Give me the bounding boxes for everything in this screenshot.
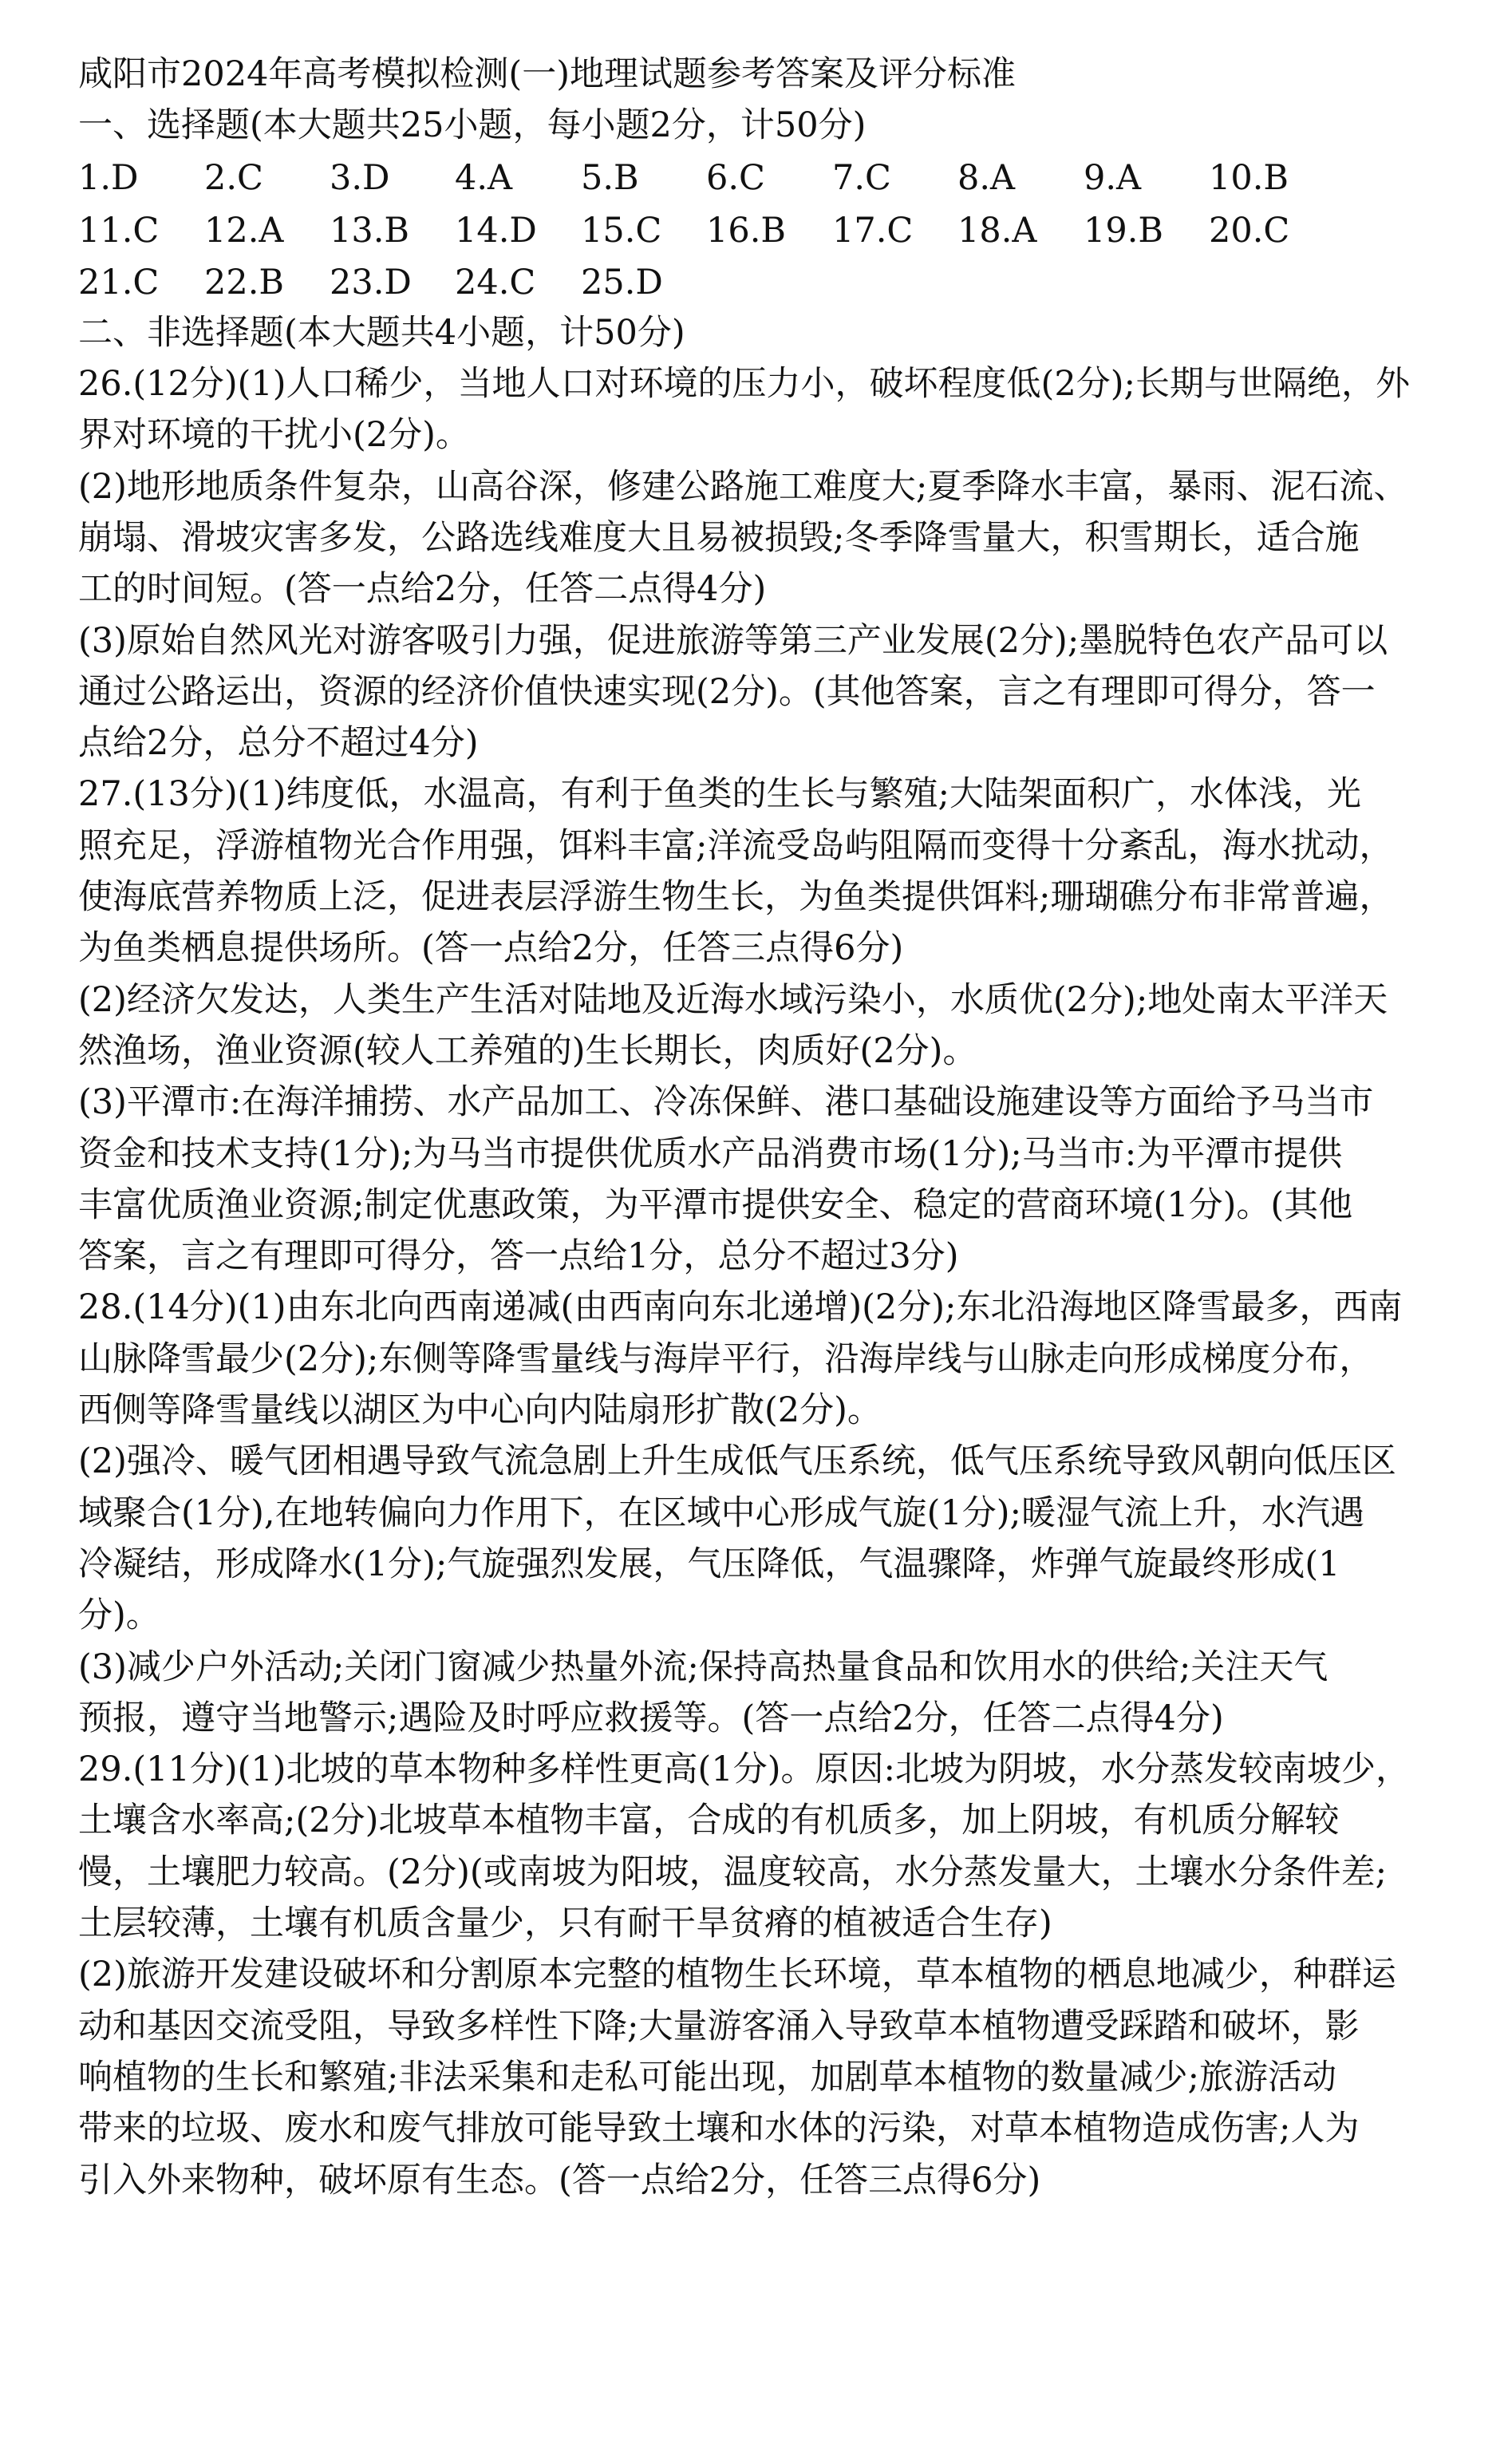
answer-item: 11.C: [78, 211, 160, 251]
answer-item: 20.C: [1209, 211, 1290, 251]
answer-item: 19.B: [1084, 211, 1163, 251]
answer-item: 15.C: [581, 211, 662, 251]
answer-text-line: 慢，土壤肥力较高。(2分)(或南坡为阳坡，温度较高，水分蒸发量大，土壤水分条件差;: [78, 1852, 1388, 1892]
answer-item: 4.A: [455, 158, 513, 198]
answer-item: 1.D: [78, 158, 139, 198]
answer-text-line: (3)减少户外活动;关闭门窗减少热量外流;保持高热量食品和饮用水的供给;关注天气: [78, 1647, 1328, 1687]
answer-text-line: 山脉降雪最少(2分);东侧等降雪量线与海岸平行，沿海岸线与山脉走向形成梯度分布，: [78, 1339, 1374, 1379]
answer-item: 12.A: [204, 211, 284, 251]
answer-item: 7.C: [832, 158, 891, 198]
answer-text-line: 动和基因交流受阻，导致多样性下降;大量游客涌入导致草本植物遭受踩踏和破坏，影: [78, 2006, 1360, 2046]
answer-text-line: 丰富优质渔业资源;制定优惠政策，为平潭市提供安全、稳定的营商环境(1分)。(其他: [78, 1185, 1353, 1225]
answer-text-line: 照充足，浮游植物光合作用强，饵料丰富;洋流受岛屿阻隔而变得十分紊乱，海水扰动，: [78, 826, 1394, 866]
answer-text-line: 土壤含水率高;(2分)北坡草本植物丰富，合成的有机质多，加上阴坡，有机质分解较: [78, 1801, 1340, 1840]
answer-item: 23.D: [330, 263, 412, 302]
answer-item: 22.B: [204, 263, 284, 302]
answer-text-line: (2)强冷、暖气团相遇导致气流急剧上升生成低气压系统，低气压系统导致风朝向低压区: [78, 1441, 1396, 1481]
answer-text-line: 引入外来物种，破坏原有生态。(答一点给2分，任答三点得6分): [78, 2160, 1041, 2200]
answer-item: 13.B: [330, 211, 409, 251]
answer-item: 16.B: [706, 211, 786, 251]
answer-text-line: (2)旅游开发建设破坏和分割原本完整的植物生长环境，草本植物的栖息地减少，种群运: [78, 1955, 1396, 1994]
answer-text-line: 29.(11分)(1)北坡的草本物种多样性更高(1分)。原因:北坡为阴坡，水分蒸发较南坡少，: [78, 1749, 1410, 1789]
answer-item: 14.D: [455, 211, 537, 251]
answer-item: 8.A: [957, 158, 1016, 198]
answer-item: 21.C: [78, 263, 160, 302]
answer-item: 5.B: [581, 158, 639, 198]
answer-item: 24.C: [455, 263, 536, 302]
answer-text-line: 崩塌、滑坡灾害多发，公路选线难度大且易被损毁;冬季降雪量大，积雪期长，适合施: [78, 518, 1360, 558]
answer-text-line: 界对环境的干扰小(2分)。: [78, 415, 470, 455]
answer-item: 6.C: [706, 158, 765, 198]
answer-text-line: 点给2分，总分不超过4分): [78, 723, 479, 763]
answer-text-line: 为鱼类栖息提供场所。(答一点给2分，任答三点得6分): [78, 928, 904, 968]
answer-item: 10.B: [1209, 158, 1289, 198]
answer-item: 9.A: [1084, 158, 1142, 198]
answer-text-line: (2)经济欠发达，人类生产生活对陆地及近海水域污染小，水质优(2分);地处南太平洋天: [78, 980, 1388, 1020]
answer-item: 3.D: [330, 158, 390, 198]
answer-text-line: 工的时间短。(答一点给2分，任答二点得4分): [78, 569, 767, 609]
answer-text-line: 然渔场，渔业资源(较人工养殖的)生长期长，肉质好(2分)。: [78, 1031, 977, 1071]
answer-text-line: 通过公路运出，资源的经济价值快速实现(2分)。(其他答案，言之有理即可得分，答一: [78, 672, 1376, 712]
answer-text-line: 分)。: [78, 1595, 160, 1635]
answer-text-line: 域聚合(1分),在地转偏向力作用下，在区域中心形成气旋(1分);暖湿气流上升，水汽遇: [78, 1493, 1364, 1533]
answer-text-line: 使海底营养物质上泛，促进表层浮游生物生长，为鱼类提供饵料;珊瑚礁分布非常普遍，: [78, 877, 1394, 917]
answer-item: 2.C: [204, 158, 263, 198]
answer-text-line: (3)平潭市:在海洋捕捞、水产品加工、冷冻保鲜、港口基础设施建设等方面给予马当市: [78, 1082, 1374, 1122]
answer-text-line: 28.(14分)(1)由东北向西南递减(由西南向东北递增)(2分);东北沿海地区降雪最多，西南: [78, 1287, 1403, 1327]
answer-text-line: 土层较薄，土壤有机质含量少，只有耐干旱贫瘠的植被适合生存): [78, 1903, 1052, 1943]
answer-text-line: 响植物的生长和繁殖;非法采集和走私可能出现，加剧草本植物的数量减少;旅游活动: [78, 2058, 1336, 2097]
answer-text-line: 冷凝结，形成降水(1分);气旋强烈发展，气压降低，气温骤降，炸弹气旋最终形成(1: [78, 1544, 1340, 1584]
section-one-heading: 一、选择题(本大题共25小题，每小题2分，计50分): [78, 105, 867, 145]
section-two-heading: 二、非选择题(本大题共4小题，计50分): [78, 313, 685, 353]
answer-text-line: 27.(13分)(1)纬度低，水温高，有利于鱼类的生长与繁殖;大陆架面积广，水体浅，光: [78, 774, 1362, 814]
answer-text-line: 预报，遵守当地警示;遇险及时呼应救援等。(答一点给2分，任答二点得4分): [78, 1698, 1224, 1738]
page-title: 咸阳市2024年高考模拟检测(一)地理试题参考答案及评分标准: [78, 54, 1016, 94]
answer-item: 25.D: [581, 263, 663, 302]
answer-text-line: 带来的垃圾、废水和废气排放可能导致土壤和水体的污染，对草本植物造成伤害;人为: [78, 2109, 1360, 2149]
answer-item: 17.C: [832, 211, 914, 251]
answer-text-line: 26.(12分)(1)人口稀少，当地人口对环境的压力小，破坏程度低(2分);长期与世隔绝，外: [78, 364, 1410, 404]
answer-text-line: (2)地形地质条件复杂，山高谷深，修建公路施工难度大;夏季降水丰富，暴雨、泥石流、: [78, 467, 1408, 507]
answer-text-line: 答案，言之有理即可得分，答一点给1分，总分不超过3分): [78, 1236, 959, 1276]
answer-text-line: 资金和技术支持(1分);为马当市提供优质水产品消费市场(1分);马当市:为平潭市提供: [78, 1134, 1343, 1174]
answer-text-line: (3)原始自然风光对游客吸引力强，促进旅游等第三产业发展(2分);墨脱特色农产品可以: [78, 621, 1388, 661]
answer-text-line: 西侧等降雪量线以湖区为中心向内陆扇形扩散(2分)。: [78, 1390, 882, 1430]
answer-item: 18.A: [957, 211, 1037, 251]
